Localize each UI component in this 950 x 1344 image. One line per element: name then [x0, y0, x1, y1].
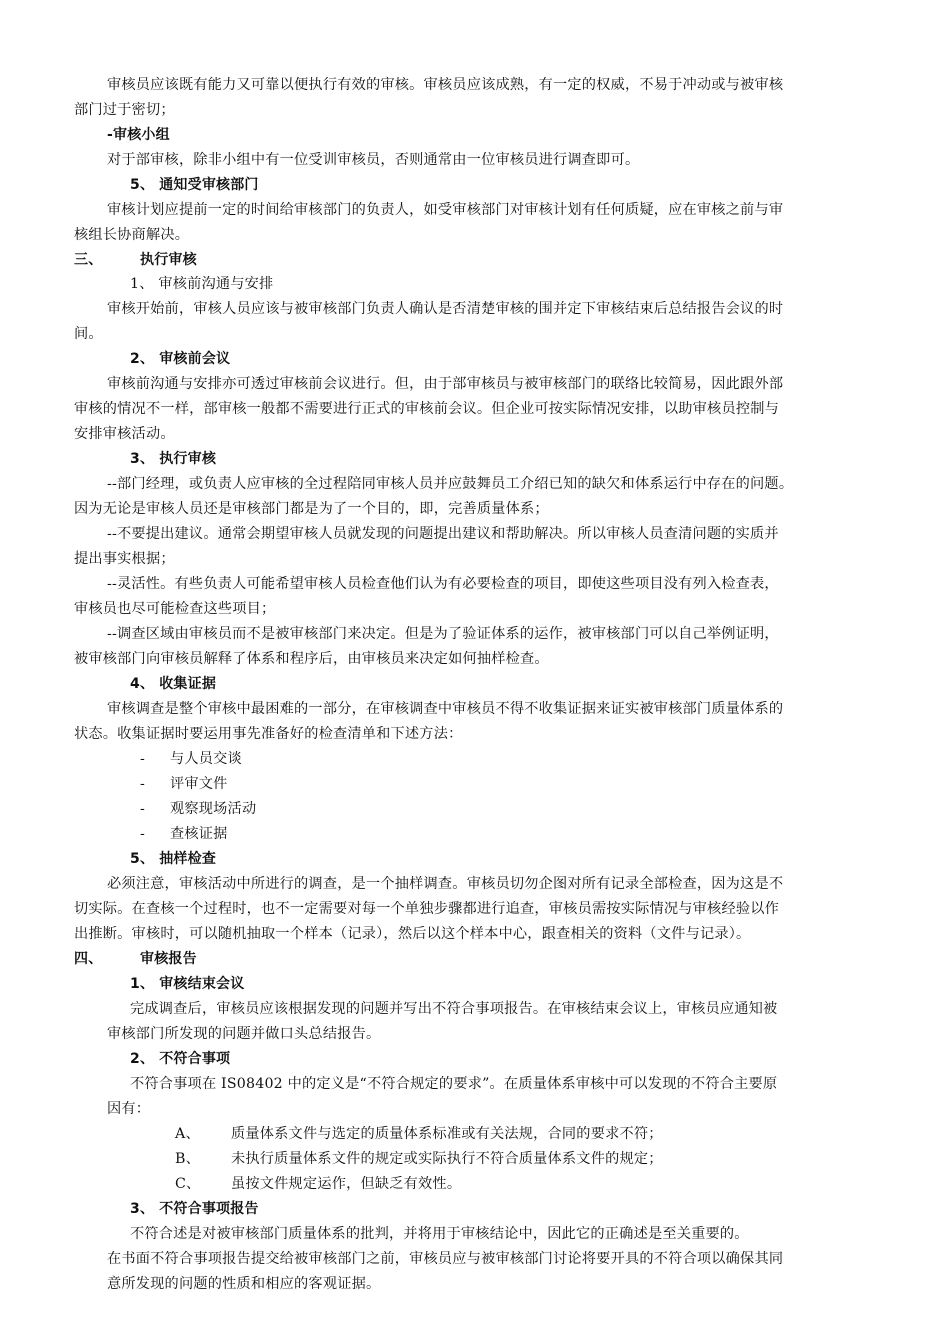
- paragraph-line: 审核开始前，审核人员应该与被审核部门负责人确认是否清楚审核的围并定下审核结束后总结报告会议的时: [107, 301, 784, 317]
- subheading-execute-audit: 3、 执行审核: [130, 451, 217, 467]
- paragraph-line: 必须注意，审核活动中所进行的调查，是一个抽样调查。审核员切勿企图对所有记录全部检查，因为这是不: [107, 876, 784, 892]
- paragraph-line: 不符合述是对被审核部门质量体系的批判，并将用于审核结论中，因此它的正确述是至关重要的。: [130, 1226, 749, 1242]
- paragraph-line: 完成调查后，审核员应该根据发现的问题并写出不符合事项报告。在审核结束会议上，审核员应通知被: [130, 1001, 778, 1017]
- list-item-label: B、: [175, 1151, 201, 1167]
- paragraph-line: 安排审核活动。: [74, 426, 175, 442]
- paragraph-line: 审核员应该既有能力又可靠以便执行有效的审核。审核员应该成熟，有一定的权威，不易于冲动或与被审核: [107, 77, 784, 93]
- paragraph-line: 审核计划应提前一定的时间给审核部门的负责人，如受审核部门对审核计划有任何质疑，应在审核之前与审: [107, 202, 784, 218]
- paragraph-line: 因为无论是审核人员还是审核部门都是为了一个目的，即，完善质量体系；: [74, 501, 549, 517]
- paragraph-line: 提出事实根据；: [74, 551, 175, 567]
- paragraph-line: --不要提出建议。通常会期望审核人员就发现的问题提出建议和帮助解决。所以审核人员查清问题的实质并: [107, 526, 779, 542]
- list-bullet: -: [140, 826, 145, 842]
- paragraph-line: 审核员也尽可能检查这些项目；: [74, 601, 276, 617]
- list-item: 未执行质量体系文件的规定或实际执行不符合质量体系文件的规定；: [231, 1151, 663, 1167]
- subheading-nonconformity: 2、 不符合事项: [130, 1051, 231, 1067]
- paragraph-line: 不符合事项在 IS08402 中的定义是“不符合规定的要求”。在质量体系审核中可以发现的不符合主要原: [130, 1076, 778, 1092]
- section-three-title: 执行审核: [140, 252, 197, 268]
- section-four-title: 审核报告: [140, 951, 197, 967]
- subheading-closing-meeting: 1、 审核结束会议: [130, 976, 245, 992]
- section-three-number: 三、: [74, 252, 103, 268]
- paragraph-line: 意所发现的问题的性质和相应的客观证据。: [107, 1276, 381, 1292]
- paragraph-line: 核组长协商解决。: [74, 227, 190, 243]
- list-item-label: C、: [175, 1176, 201, 1192]
- paragraph-line: 被审核部门向审核员解释了体系和程序后，由审核员来决定如何抽样检查。: [74, 651, 549, 667]
- paragraph-line: 因有：: [107, 1101, 151, 1117]
- list-item-label: A、: [175, 1126, 200, 1142]
- paragraph-line: 对于部审核，除非小组中有一位受训审核员，否则通常由一位审核员进行调查即可。: [107, 152, 640, 168]
- audit-group-heading: -审核小组: [107, 127, 170, 143]
- paragraph-line: 部门过于密切；: [74, 102, 175, 118]
- subheading-collect-evidence: 4、 收集证据: [130, 676, 217, 692]
- paragraph-line: 间。: [74, 326, 103, 342]
- paragraph-line: 切实际。在查核一个过程时，也不一定需要对每一个单独步骤都进行追查，审核员需按实际情况与审核经验以作: [74, 901, 779, 917]
- paragraph-line: --部门经理，或负责人应审核的全过程陪同审核人员并应鼓舞员工介绍已知的缺欠和体系运行中存在的问题。: [107, 476, 794, 492]
- paragraph-line: 审核前沟通与安排亦可透过审核前会议进行。但，由于部审核员与被审核部门的联络比较简易，因此跟外部: [107, 376, 784, 392]
- paragraph-line: 状态。收集证据时要运用事先准备好的检查清单和下述方法：: [74, 726, 463, 742]
- list-item: 质量体系文件与选定的质量体系标准或有关法规，合同的要求不符；: [231, 1126, 663, 1142]
- subheading-pre-meeting: 2、 审核前会议: [130, 351, 231, 367]
- subheading-pre-communication: 1、 审核前沟通与安排: [130, 276, 274, 292]
- list-bullet: -: [140, 776, 145, 792]
- subheading-sampling: 5、 抽样检查: [130, 851, 217, 867]
- paragraph-line: 审核的情况不一样，部审核一般都不需要进行正式的审核前会议。但企业可按实际情况安排，以助审核员控制与: [74, 401, 779, 417]
- list-item: 评审文件: [170, 776, 228, 792]
- list-item: 虽按文件规定运作，但缺乏有效性。: [231, 1176, 462, 1192]
- list-bullet: -: [140, 751, 145, 767]
- paragraph-line: --灵活性。有些负责人可能希望审核人员检查他们认为有必要检查的项目，即使这些项目没有列入检查表，: [107, 576, 779, 592]
- list-item: 观察现场活动: [170, 801, 257, 817]
- list-item: 查核证据: [170, 826, 228, 842]
- list-bullet: -: [140, 801, 145, 817]
- paragraph-line: 出推断。审核时，可以随机抽取一个样本（记录），然后以这个样本中心，跟查相关的资料（文件与记录）。: [74, 926, 751, 942]
- paragraph-line: 审核调查是整个审核中最困难的一部分，在审核调查中审核员不得不收集证据来证实被审核部门质量体系的: [107, 701, 784, 717]
- section-four-number: 四、: [74, 951, 103, 967]
- subheading-notify-department: 5、 通知受审核部门: [130, 177, 259, 193]
- paragraph-line: 在书面不符合事项报告提交给被审核部门之前，审核员应与被审核部门讨论将要开具的不符合项以确保其同: [107, 1251, 784, 1267]
- subheading-nonconformity-report: 3、 不符合事项报告: [130, 1201, 259, 1217]
- list-item: 与人员交谈: [170, 751, 242, 767]
- paragraph-line: --调查区域由审核员而不是被审核部门来决定。但是为了验证体系的运作，被审核部门可以自己举例证明，: [107, 626, 779, 642]
- paragraph-line: 审核部门所发现的问题并做口头总结报告。: [107, 1026, 381, 1042]
